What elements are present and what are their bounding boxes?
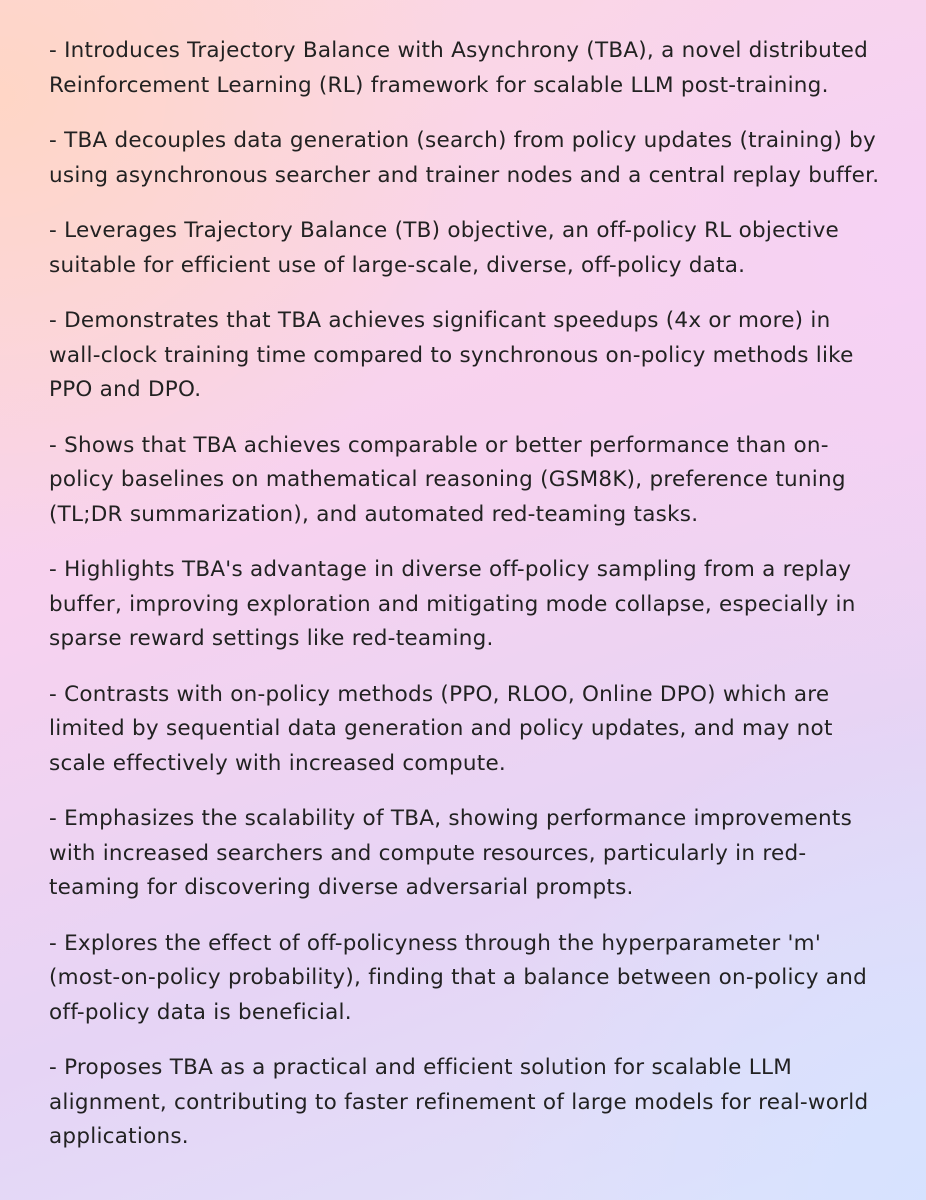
bullet-tb-objective: - Leverages Trajectory Balance (TB) objective, an off-policy RL objective suitable for efficient use of large-scale, diverse, off-policy data. — [49, 218, 840, 278]
bullet-decoupling: - TBA decouples data generation (search) from policy updates (training) by using asynchronous searcher and trainer nodes and a central replay buffer. — [49, 128, 880, 188]
bullet-on-policy-contrast: - Contrasts with on-policy methods (PPO, RLOO, Online DPO) which are limited by sequential data generation and policy updates, and may not scale effectively with increased compute. — [49, 681, 833, 776]
bullet-speedups: - Demonstrates that TBA achieves significant speedups (4x or more) in wall-clock training time compared to synchronous on-policy methods like PPO and DPO. — [49, 308, 854, 402]
bullet-scalability: - Emphasizes the scalability of TBA, showing performance improvements with increased searchers and compute resources, particularly in red-teaming for discovering diverse adversarial prompts. — [49, 806, 853, 900]
summary-document — [49, 34, 889, 1176]
bullet-performance: - Shows that TBA achieves comparable or better performance than on-policy baselines on mathematical reasoning (GSM8K), preference tuning (TL;DR summarization), and automated red-teaming tasks. — [49, 432, 846, 527]
bullet-replay-buffer: - Highlights TBA's advantage in diverse off-policy sampling from a replay buffer, improving exploration and mitigating mode collapse, especially in sparse reward settings like red-teaming. — [49, 557, 856, 651]
bullet-off-policyness: - Explores the effect of off-policyness through the hyperparameter 'm' (most-on-policy probability), finding that a balance between on-policy and off-policy data is beneficial. — [49, 930, 868, 1025]
bullet-tba-intro: - Introduces Trajectory Balance with Asynchrony (TBA), a novel distributed Reinforcement Learning (RL) framework for scalable LLM post-training. — [49, 38, 869, 98]
bullet-proposal: - Proposes TBA as a practical and efficient solution for scalable LLM alignment, contributing to faster refinement of large models for real-world applications. — [49, 1055, 869, 1149]
